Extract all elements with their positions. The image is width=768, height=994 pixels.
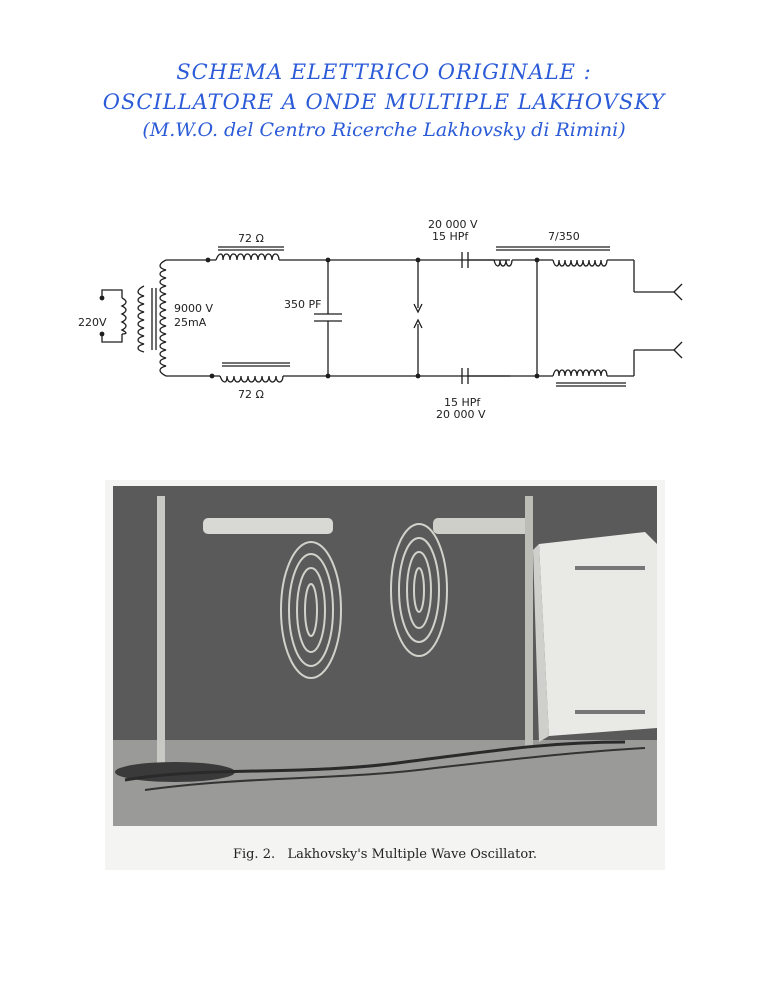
label-cap-bottom-voltage: 20 000 V xyxy=(436,408,486,421)
device-photo xyxy=(105,480,665,870)
label-cap-top-voltage: 20 000 V xyxy=(428,218,478,231)
label-choke-top: 72 Ω xyxy=(238,232,264,245)
label-cap-bottom-value: 15 HPf xyxy=(444,396,481,409)
label-cap-top-value: 15 HPf xyxy=(432,230,469,243)
label-capacitor-main: 350 PF xyxy=(284,298,322,311)
oscillator-photo-illustration xyxy=(105,480,665,870)
title-line-1: SCHEMA ELETTRICO ORIGINALE : xyxy=(176,60,592,84)
label-choke-bottom: 72 Ω xyxy=(238,388,264,401)
circuit-schematic xyxy=(78,210,710,434)
label-transformer-voltage: 9000 V xyxy=(174,302,214,315)
label-transformer-current: 25mA xyxy=(174,316,207,329)
photo-caption: Fig. 2. Lakhovsky's Multiple Wave Oscillator. xyxy=(232,847,538,862)
label-output-coil: 7/350 xyxy=(548,230,580,243)
label-input-voltage: 220V xyxy=(78,316,107,329)
subtitle: (M.W.O. del Centro Ricerche Lakhovsky di Rimini) xyxy=(142,119,626,141)
title-line-2: OSCILLATORE A ONDE MULTIPLE LAKHOVSKY xyxy=(102,90,666,114)
